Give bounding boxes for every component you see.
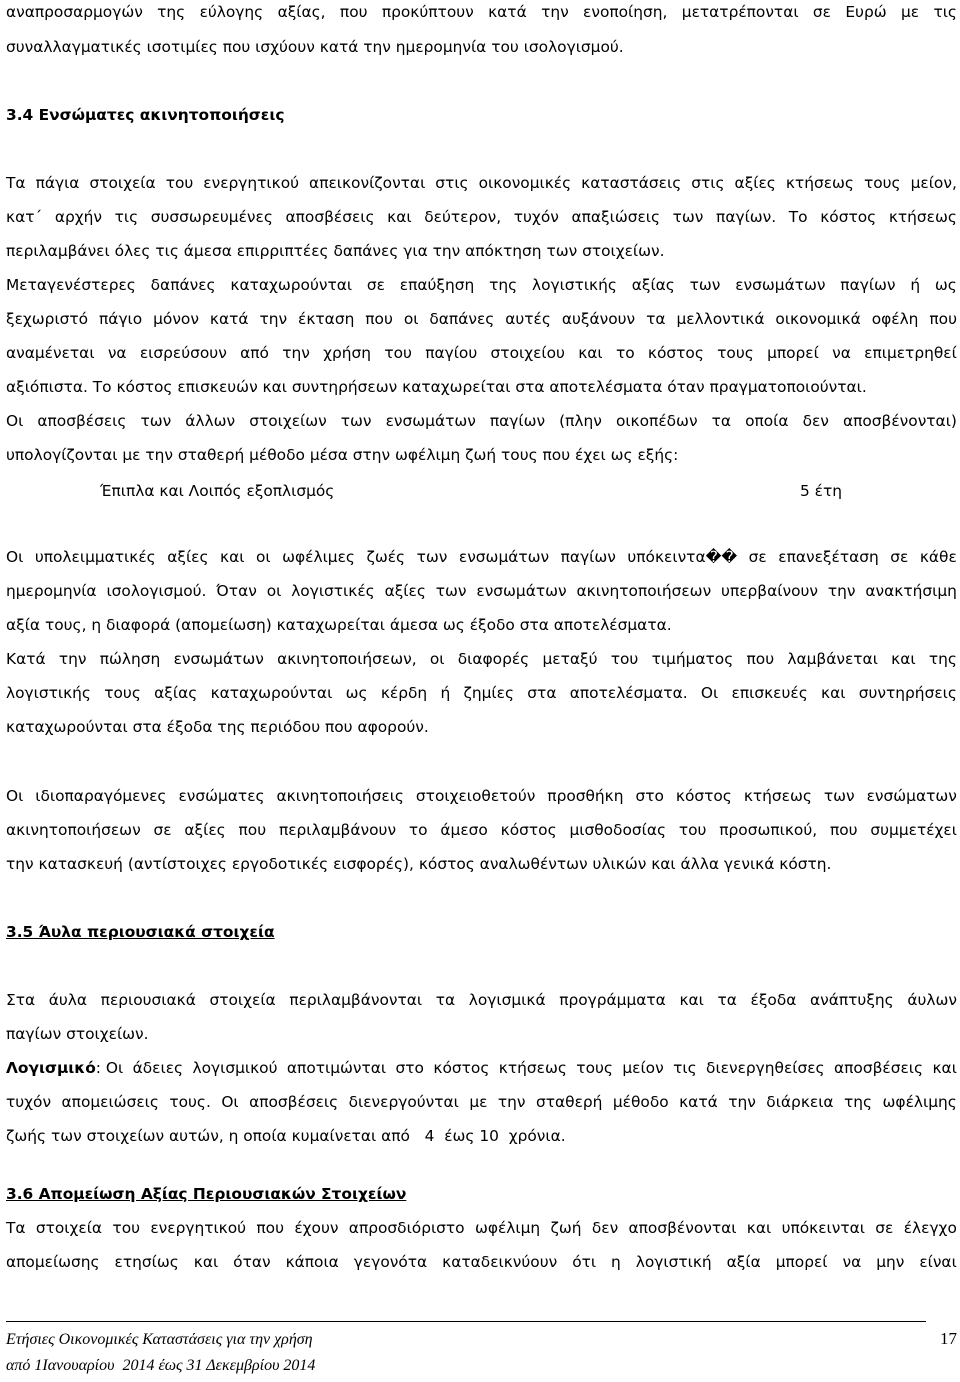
footer-title: Ετήσιες Οικονομικές Καταστάσεις για την χρήση: [6, 1331, 313, 1348]
word: των: [340, 412, 372, 430]
word: επανεξέταση: [778, 548, 879, 566]
word: κατ΄: [6, 208, 43, 226]
word: διαφορές: [457, 650, 530, 668]
word: ετησίως: [114, 1253, 179, 1271]
word: σε: [812, 3, 831, 21]
word: Οι: [221, 1093, 239, 1111]
word: στοιχεία: [35, 1219, 103, 1237]
word: άυλα: [48, 991, 88, 1009]
word: επισκευές: [731, 684, 808, 702]
word: Ευρώ: [845, 3, 887, 21]
paragraph-line: [6, 173, 957, 193]
word: που: [746, 650, 775, 668]
word: ανάπτυξης: [810, 991, 894, 1009]
word: αξίες: [384, 582, 426, 600]
word: έξοδα: [750, 991, 797, 1009]
word: λαμβάνεται: [787, 650, 878, 668]
word: τις: [933, 3, 957, 21]
word: αξία: [726, 1253, 761, 1271]
word: ζωή: [550, 1219, 582, 1237]
word: αναπροσαρμογών: [6, 3, 143, 21]
word: τα: [646, 310, 666, 328]
word: κόστος: [647, 344, 704, 362]
word: οικονομικά: [775, 310, 861, 328]
word: ενσώματες: [178, 787, 265, 805]
paragraph-line: αξιόπιστα. Το κόστος επισκευών και συντηρήσεων καταχωρείται στα αποτελέσματα όταν πραγματοποιούνται.: [6, 378, 867, 396]
word: των: [689, 276, 721, 294]
word: στο: [395, 1059, 424, 1077]
word: μείον: [622, 1059, 664, 1077]
word: ωφέλιμης: [882, 1093, 957, 1111]
word: οικοπέδων: [615, 412, 698, 430]
paragraph-line: [6, 411, 957, 431]
useful-life-years: 5 έτη: [800, 482, 843, 500]
word: απεικονίζονται: [309, 174, 426, 192]
word: σε: [890, 548, 909, 566]
word: μπορεί: [775, 1253, 828, 1271]
word: χρήση: [323, 344, 372, 362]
word: τους: [863, 174, 901, 192]
word: στο: [635, 787, 664, 805]
word: ως: [345, 684, 368, 702]
word: ενσωμάτων: [385, 412, 476, 430]
paragraph-line: [6, 207, 957, 227]
paragraph-line: [6, 1252, 957, 1272]
word: Οι: [700, 684, 719, 702]
word: των: [672, 208, 704, 226]
word: την: [541, 3, 569, 21]
word: επαύξηση: [399, 276, 475, 294]
footer-rule: [6, 1321, 926, 1322]
word: τους: [717, 344, 754, 362]
word: αποτιμώνται: [286, 1059, 387, 1077]
word: αποσβέσεις: [249, 1093, 339, 1111]
word: τυχόν: [513, 208, 559, 226]
paragraph-line: [6, 1218, 957, 1238]
word: έλεγχο: [903, 1219, 957, 1237]
word: ή: [910, 276, 921, 294]
word: των: [416, 548, 448, 566]
paragraph-line: [6, 309, 957, 329]
word: τους: [104, 684, 141, 702]
word: στοιχείου: [490, 344, 565, 362]
document-page: [6, 0, 957, 1382]
word: που: [929, 310, 957, 328]
word: ενσωμάτων: [458, 548, 550, 566]
word: όταν: [233, 1253, 271, 1271]
word: και: [746, 1219, 772, 1237]
word: ενοποίηση,: [583, 3, 668, 21]
word: κόστος: [433, 1059, 490, 1077]
word: υπερβαίνουν: [721, 582, 818, 600]
word: διενεργηθείσες: [706, 1059, 825, 1077]
word: περιουσιακά: [100, 991, 196, 1009]
word: που: [238, 821, 267, 839]
word: του: [678, 821, 707, 839]
paragraph-line: [6, 343, 957, 363]
word: λογιστικής: [6, 684, 91, 702]
word: αυτές: [505, 310, 551, 328]
paragraph-line: [6, 990, 957, 1010]
word: προκύπτουν: [381, 3, 474, 21]
word: ακινητοποιήσεων,: [277, 650, 417, 668]
word: εισρεύσουν: [139, 344, 227, 362]
word: συντηρήσεις: [858, 684, 957, 702]
word: πάγιο: [99, 310, 143, 328]
word: λογιστικές: [291, 582, 375, 600]
word: στοιχεία: [89, 174, 156, 192]
word: λογισμικού: [192, 1059, 278, 1077]
paragraph-line: [6, 649, 957, 669]
software-lead: [6, 1058, 123, 1078]
word: μελλοντικά: [676, 310, 765, 328]
word: απομειώσεις: [61, 1093, 159, 1111]
footer-period: από 1Ιανουαρίου 2014 έως 31 Δεκεμβρίου 2014: [6, 1357, 316, 1374]
word: περιλαμβάνουν: [278, 821, 397, 839]
word: μετατρέπονται: [681, 3, 799, 21]
word: ή: [440, 684, 451, 702]
word: τις: [673, 1059, 697, 1077]
paragraph-line: υπολογίζονται με την σταθερή μέθοδο μέσα στην ωφέλιμη ζωή τους που έχει ως εξής:: [6, 446, 679, 464]
word: ενσωμάτων: [173, 650, 264, 668]
word: Στα: [6, 991, 36, 1009]
word: προγράμματα: [559, 991, 666, 1009]
word: καταχωρούνται: [230, 276, 353, 294]
word: να: [107, 344, 127, 362]
word: στις: [435, 174, 469, 192]
word: που: [829, 821, 858, 839]
word: στοιχειοθετούν: [415, 787, 536, 805]
word: διάρκεια: [766, 1093, 834, 1111]
word: μην: [876, 1253, 905, 1271]
word: κτήσεως: [743, 787, 812, 805]
word: λογισμικά: [468, 991, 546, 1009]
word: ωφέλιμες: [282, 548, 355, 566]
word: αποσβένονται: [628, 1219, 737, 1237]
paragraph-line: περιλαμβάνει όλες τις άμεσα επιρριπτέες δαπάνες για την απόκτηση των στοιχείων.: [6, 242, 665, 260]
word: παγίων.: [716, 208, 777, 226]
word: ζημίες: [463, 684, 514, 702]
word: επιμετρηθεί: [864, 344, 957, 362]
word: των: [823, 787, 855, 805]
word: λογιστική: [635, 1253, 712, 1271]
word: το: [408, 821, 428, 839]
word: ότι: [572, 1253, 597, 1271]
word: Τα: [6, 1219, 26, 1237]
word: απομείωσης: [6, 1253, 100, 1271]
word: κτήσεως: [785, 174, 854, 192]
word: του: [112, 1219, 141, 1237]
word: παγίων: [560, 548, 616, 566]
word: αρχήν: [54, 208, 102, 226]
word: λογιστικής: [531, 276, 617, 294]
word: αξίας: [631, 276, 675, 294]
word: παγίων: [840, 276, 896, 294]
word: : Οι: [95, 1059, 124, 1077]
page-number: 17: [940, 1329, 957, 1348]
word: είναι: [919, 1253, 957, 1271]
word: κόστος: [820, 208, 877, 226]
word: και: [679, 991, 704, 1009]
paragraph-line: [6, 683, 957, 703]
word: έχουν: [294, 1219, 339, 1237]
word: καταχωρούνται: [210, 684, 333, 702]
word: γεγονότα: [353, 1253, 428, 1271]
word: αξίες: [184, 821, 226, 839]
word: την: [497, 1093, 526, 1111]
word: διενεργούνται: [348, 1093, 459, 1111]
paragraph-line: [6, 1092, 957, 1112]
word: έκταση: [298, 310, 355, 328]
word: ισολογισμού.: [106, 582, 207, 600]
word: ζωές: [366, 548, 406, 566]
word: πάγια: [35, 174, 80, 192]
word: κόστος: [500, 821, 557, 839]
word: αξίες: [734, 174, 776, 192]
word: αποσβέσεις: [37, 412, 127, 430]
word: μισθοδοσίας: [569, 821, 667, 839]
word: τυχόν: [6, 1093, 52, 1111]
word: ξεχωριστό: [6, 310, 89, 328]
paragraph-line: παγίων στοιχείων.: [6, 1025, 149, 1043]
word: απαξιώσεις: [571, 208, 661, 226]
word: άυλων: [907, 991, 957, 1009]
word: σταθερή: [535, 1093, 603, 1111]
word: την: [259, 310, 288, 328]
word: άμεσο: [440, 821, 488, 839]
paragraph-line: καταχωρούνται στα έξοδα της περιόδου που αφορούν.: [6, 718, 429, 736]
word: και: [578, 344, 603, 362]
word: ενεργητικού: [203, 174, 300, 192]
section-heading-3-6: 3.6 Απομείωση Αξίας Περιουσιακών Στοιχείων: [6, 1185, 407, 1203]
paragraph-line: [6, 786, 957, 806]
word: καταστάσεις: [581, 174, 682, 192]
word: μέθοδο: [612, 1093, 669, 1111]
word: οφέλη: [871, 310, 919, 328]
word: Όταν: [216, 582, 257, 600]
word: με: [900, 3, 920, 21]
word: τις: [114, 208, 139, 226]
word: πώληση: [99, 650, 161, 668]
word: ενσώματων: [866, 787, 957, 805]
word: παγίων: [489, 412, 546, 430]
word: οι: [403, 310, 419, 328]
word: άλλων: [185, 412, 236, 430]
word: κάθε: [919, 548, 957, 566]
word: Οι: [6, 412, 24, 430]
word: Κατά: [6, 650, 46, 668]
word: από: [240, 344, 269, 362]
word: Τα: [6, 174, 26, 192]
paragraph-line: [6, 2, 957, 22]
section-heading-3-5: 3.5 Άυλα περιουσιακά στοιχεία: [6, 923, 275, 941]
word: τιμήματος: [651, 650, 734, 668]
word: στοιχείων: [249, 412, 327, 430]
word: κάποια: [285, 1253, 339, 1271]
word: που: [365, 310, 393, 328]
word: και: [220, 548, 245, 566]
word: απροσδιόριστο: [348, 1219, 465, 1237]
word: ενεργητικού: [150, 1219, 247, 1237]
paragraph-line: αξία τους, η διαφορά (απομείωση) καταχωρείται άμεσα ως έξοδο στα αποτελέσματα.: [6, 616, 672, 634]
word: και: [387, 208, 412, 226]
word: αποσβέσεις: [834, 1059, 924, 1077]
word: του: [384, 344, 412, 362]
word: αξίες: [167, 548, 209, 566]
word: και: [932, 1059, 957, 1077]
word: οικονομικές: [478, 174, 572, 192]
word: ανακτήσιμη: [865, 582, 957, 600]
paragraph-line: συναλλαγματικές ισοτιμίες που ισχύουν κατά την ημερομηνία του ισολογισμού.: [6, 38, 624, 56]
word: με: [469, 1093, 488, 1111]
word: περιλαμβάνονται: [289, 991, 423, 1009]
word: κτήσεως: [498, 1059, 567, 1077]
word: και: [891, 650, 916, 668]
paragraph-line: [6, 547, 957, 567]
word: των: [140, 412, 172, 430]
word: του: [610, 650, 639, 668]
word: καταδεικνύουν: [442, 1253, 558, 1271]
word: μόνον: [153, 310, 199, 328]
word: η: [611, 1253, 621, 1271]
word: κτήσεως: [888, 208, 957, 226]
word: τα: [711, 412, 732, 430]
word: (πλην: [559, 412, 602, 430]
word: ακινητοποιήσεις: [276, 787, 404, 805]
word: συμμετέχει: [870, 821, 957, 839]
word: ιδιοπαραγόμενες: [35, 787, 167, 805]
word: παγίου: [425, 344, 478, 362]
word: ακινητοποιήσεων: [6, 821, 141, 839]
software-label: Λογισμικό: [6, 1059, 96, 1077]
word: κατά: [209, 310, 249, 328]
paragraph-line: [6, 820, 957, 840]
word: άδειες: [132, 1059, 184, 1077]
word: υπόκειντα��: [627, 548, 738, 566]
word: αναμένεται: [6, 344, 95, 362]
word: δεύτερον,: [424, 208, 502, 226]
word: δαπάνες: [150, 276, 216, 294]
word: και: [193, 1253, 219, 1271]
word: ενσωμάτων: [735, 276, 826, 294]
useful-life-asset: Έπιπλα και Λοιπός εξοπλισμός: [100, 482, 335, 500]
word: οι: [429, 650, 445, 668]
word: της: [928, 650, 957, 668]
word: σε: [875, 1219, 894, 1237]
word: ως: [934, 276, 957, 294]
word: εύλογης: [199, 3, 264, 21]
word: οι: [266, 582, 282, 600]
word: το: [615, 344, 635, 362]
word: οποία: [745, 412, 789, 430]
word: τους: [576, 1059, 613, 1077]
word: Μεταγενέστερες: [6, 276, 136, 294]
word: τα: [435, 991, 456, 1009]
word: που: [256, 1219, 284, 1237]
word: την: [58, 650, 87, 668]
word: αξίας,: [277, 3, 326, 21]
word: ωφέλιμη: [474, 1219, 541, 1237]
word: αυξάνουν: [561, 310, 636, 328]
word: στα: [527, 684, 557, 702]
word: μείον,: [910, 174, 957, 192]
word: σε: [748, 548, 767, 566]
word: την: [728, 1093, 756, 1111]
word: τα: [717, 991, 737, 1009]
paragraph-line: [6, 1058, 957, 1078]
word: σε: [366, 276, 385, 294]
word: αποτελέσματα.: [569, 684, 688, 702]
word: ημερομηνία: [6, 582, 97, 600]
word: Οι: [6, 548, 24, 566]
word: της: [489, 276, 518, 294]
word: αποσβέσεις: [285, 208, 375, 226]
paragraph-line: [6, 581, 957, 601]
word: και: [821, 684, 846, 702]
word: μεταξύ: [542, 650, 598, 668]
word: δεν: [802, 412, 829, 430]
word: να: [832, 344, 851, 362]
word: προσωπικού,: [719, 821, 818, 839]
word: κόστος: [675, 787, 732, 805]
paragraph-line: ζωής των στοιχείων αυτών, η οποία κυμαίνεται από 4 έως 10 χρόνια.: [6, 1127, 566, 1145]
word: συσσωρευμένες: [150, 208, 273, 226]
word: του: [165, 174, 194, 192]
word: τους.: [169, 1093, 211, 1111]
paragraph-line: την κατασκευή (αντίστοιχες εργοδοτικές εισφορές), κόστος αναλωθέντων υλικών και άλλα γενικά κόστη.: [6, 855, 832, 873]
word: αποσβένονται): [842, 412, 957, 430]
word: σε: [153, 821, 172, 839]
word: κατά: [679, 1093, 718, 1111]
word: που: [339, 3, 368, 21]
word: δαπάνες: [429, 310, 495, 328]
word: δεν: [591, 1219, 619, 1237]
word: στοιχεία: [209, 991, 276, 1009]
word: υπολειμματικές: [34, 548, 156, 566]
word: ακινητοποιήσεων: [576, 582, 712, 600]
word: της: [844, 1093, 873, 1111]
word: την: [282, 344, 310, 362]
word: ενσωμάτων: [476, 582, 567, 600]
word: Το: [788, 208, 808, 226]
word: αξίας: [154, 684, 198, 702]
word: υπόκεινται: [781, 1219, 865, 1237]
word: να: [842, 1253, 862, 1271]
word: στις: [691, 174, 725, 192]
word: των: [435, 582, 467, 600]
word: οι: [255, 548, 271, 566]
word: της: [157, 3, 186, 21]
word: κατά: [488, 3, 527, 21]
word: προσθήκη: [547, 787, 624, 805]
section-heading-3-4: 3.4 Ενσώματες ακινητοποιήσεις: [6, 106, 285, 124]
paragraph-line: [6, 275, 957, 295]
word: την: [827, 582, 856, 600]
word: κέρδη: [380, 684, 428, 702]
word: Οι: [6, 787, 24, 805]
word: μπορεί: [767, 344, 819, 362]
